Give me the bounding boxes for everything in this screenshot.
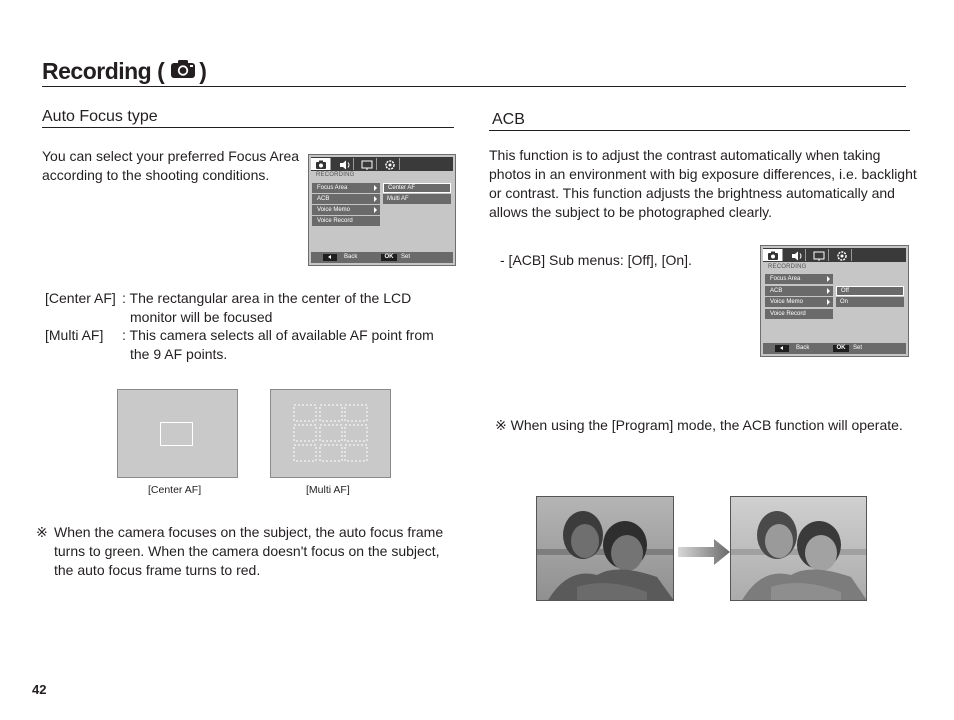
lcd-item-label: Voice Memo <box>770 299 804 305</box>
back-label: Back <box>344 254 358 260</box>
acb-section-rule <box>489 130 910 131</box>
lcd-menu-focus-area <box>308 154 456 266</box>
acb-section-heading: ACB <box>492 111 525 128</box>
display-icon <box>809 249 829 261</box>
caption-multi-af: [Multi AF] <box>306 484 350 496</box>
def-multi-af <box>45 326 103 345</box>
def-line: : The rectangular area in the center of the LCD <box>122 290 412 306</box>
lcd-item-label: Focus Area <box>317 185 348 191</box>
lcd-item-voice-record[interactable] <box>312 216 380 226</box>
def-line: : This camera selects all of available AF point from <box>122 327 434 343</box>
chevron-right-icon <box>827 299 830 305</box>
back-label: Back <box>796 345 810 351</box>
lcd-item-label: Voice Record <box>317 218 353 224</box>
lcd-header: RECORDING <box>768 264 807 270</box>
chevron-right-icon <box>374 196 377 202</box>
speaker-icon <box>786 249 806 261</box>
af-note-line: the auto focus frame turns to red. <box>54 562 261 578</box>
lcd-option-on[interactable]: On <box>836 297 904 307</box>
af-note-line: When the camera focuses on the subject, the auto focus frame <box>54 524 444 540</box>
couple-photo-dark <box>537 497 674 601</box>
def-term: [Multi AF] <box>45 327 104 343</box>
acb-submenus: - [ACB] Sub menus: [Off], [On]. <box>500 252 692 268</box>
set-label: Set <box>401 254 411 260</box>
af-point-grid <box>271 390 392 479</box>
after-acb-photo <box>730 496 867 601</box>
lcd-item-label: ACB <box>317 196 330 202</box>
lcd-tab-bar <box>763 248 906 262</box>
lcd-option-center-af[interactable]: Center AF <box>383 183 451 193</box>
lcd-item-voice-memo[interactable] <box>765 297 833 307</box>
def-center-af-desc <box>122 289 411 327</box>
display-icon <box>357 158 377 170</box>
speaker-icon <box>334 158 354 170</box>
lcd-item-acb[interactable] <box>312 194 380 204</box>
def-center-af <box>45 289 116 308</box>
af-section-rule <box>42 127 454 128</box>
camera-icon <box>763 249 783 261</box>
ok-button[interactable]: OK <box>381 254 397 261</box>
lcd-item-label: Voice Record <box>770 311 806 317</box>
lcd-item-voice-memo[interactable] <box>312 205 380 215</box>
lcd-tab-bar <box>311 157 453 171</box>
acb-description-line: This function is to adjust the contrast automatically when taking <box>489 147 881 163</box>
lcd-item-acb[interactable] <box>765 286 833 296</box>
lcd-item-label: Focus Area <box>770 276 801 282</box>
ok-button[interactable]: OK <box>833 345 849 352</box>
lcd-item-focus-area[interactable] <box>765 274 833 284</box>
page-title <box>42 58 206 85</box>
chevron-right-icon <box>374 207 377 213</box>
lcd-option-multi-af[interactable]: Multi AF <box>383 194 451 204</box>
gear-icon <box>832 249 852 261</box>
af-section-heading: Auto Focus type <box>42 108 158 125</box>
back-button[interactable] <box>775 345 789 352</box>
af-intro-line: You can select your preferred Focus Area <box>42 148 300 164</box>
chevron-right-icon <box>827 276 830 282</box>
acb-note: ※ When using the [Program] mode, the ACB function will operate. <box>495 417 903 433</box>
caption-center-af: [Center AF] <box>148 484 202 496</box>
af-note <box>54 523 443 580</box>
before-acb-photo <box>536 496 674 601</box>
lcd-item-label: Voice Memo <box>317 207 351 213</box>
center-af-frame-illustration <box>117 389 238 478</box>
lcd-header: RECORDING <box>316 172 355 178</box>
note-symbol: ※ <box>36 524 48 540</box>
couple-photo-bright <box>731 497 867 601</box>
def-term: [Center AF] <box>45 290 116 306</box>
page-title-close: ) <box>199 58 207 84</box>
title-divider <box>42 86 906 87</box>
page-title-text: Recording ( <box>42 58 165 84</box>
page-number: 42 <box>32 682 47 697</box>
af-note-line: turns to green. When the camera doesn't focus on the subject, <box>54 543 440 559</box>
lcd-item-focus-area[interactable] <box>312 183 380 193</box>
lcd-item-label: ACB <box>770 288 783 294</box>
lcd-item-voice-record[interactable] <box>765 309 833 319</box>
gear-icon <box>380 158 400 170</box>
def-multi-af-desc <box>122 326 434 364</box>
acb-description <box>489 146 917 222</box>
acb-description-line: or contrast. This function adjusts the brightness automatically and <box>489 185 895 201</box>
af-intro-line: according to the shooting conditions. <box>42 167 270 183</box>
lcd-menu-acb <box>760 245 909 357</box>
set-label: Set <box>853 345 863 351</box>
lcd-footer <box>311 252 453 263</box>
chevron-right-icon <box>827 288 830 294</box>
right-arrow-icon <box>678 537 732 572</box>
acb-description-line: allows the subject to be photographed clearly. <box>489 204 773 220</box>
def-line: monitor will be focused <box>130 309 273 325</box>
camera-icon <box>170 58 196 85</box>
af-frame <box>160 422 193 446</box>
chevron-right-icon <box>374 185 377 191</box>
lcd-option-off[interactable]: Off <box>836 286 904 296</box>
acb-description-line: photos in an environment with big exposure differences, i.e. backlight <box>489 166 917 182</box>
def-line: the 9 AF points. <box>130 346 228 362</box>
camera-icon <box>311 158 331 170</box>
af-intro <box>42 147 299 185</box>
back-button[interactable] <box>323 254 337 261</box>
multi-af-frame-illustration <box>270 389 391 478</box>
lcd-footer <box>763 343 906 354</box>
